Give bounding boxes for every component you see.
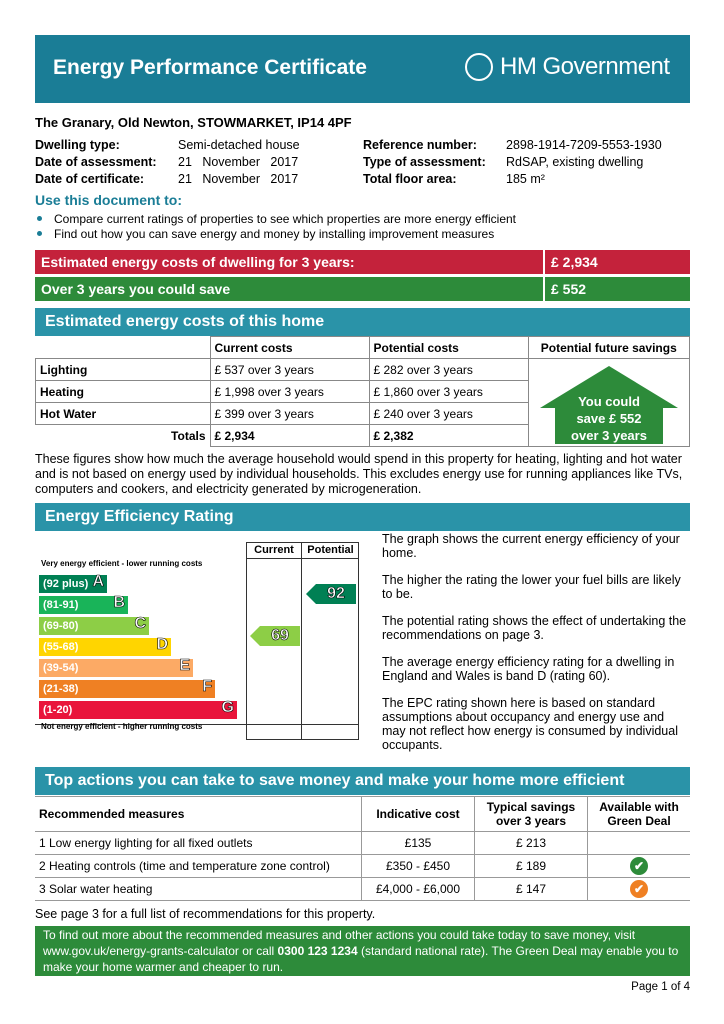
certificate-date-value: 21 November 2017 xyxy=(178,172,299,186)
efficiency-section-title: Energy Efficiency Rating xyxy=(35,503,690,531)
rating-band-c: (69-80) C xyxy=(39,617,149,635)
crest-icon xyxy=(465,53,493,81)
phone-number[interactable]: 0300 123 1234 xyxy=(277,944,358,958)
save-bar-label: Over 3 years you could save xyxy=(35,277,543,301)
rating-band-g: (1-20) G xyxy=(39,701,237,719)
use-item: Compare current ratings of properties to see which properties are more energy efficient xyxy=(37,212,516,226)
table-row: 2 Heating controls (time and temperature zone control) £350 - £450 £ 189 ✔ xyxy=(35,855,690,878)
costs-section-title: Estimated energy costs of this home xyxy=(35,308,690,336)
bullet-icon xyxy=(37,216,42,221)
reference-value: 2898-1914-7209-5553-1930 xyxy=(506,138,662,152)
potential-header: Potential xyxy=(307,544,354,556)
actions-section-title: Top actions you can take to save money and make your home more efficient xyxy=(35,767,690,795)
hm-government-logo: HM Government xyxy=(500,53,670,80)
dwelling-type-label: Dwelling type: xyxy=(35,138,120,152)
page-title: Energy Performance Certificate xyxy=(53,56,367,79)
page-number: Page 1 of 4 xyxy=(631,981,690,993)
col-potential: Potential costs xyxy=(369,337,528,359)
reference-label: Reference number: xyxy=(363,138,477,152)
costs-bar-label: Estimated energy costs of dwelling for 3 years: xyxy=(35,250,543,274)
current-rating-value: 69 xyxy=(271,627,289,644)
totals-row: Totals £ 2,934 £ 2,382 xyxy=(36,425,690,447)
assessment-type-label: Type of assessment: xyxy=(363,155,486,169)
potential-rating-value: 92 xyxy=(327,585,345,602)
rating-band-f: (21-38) F xyxy=(39,680,215,698)
assessment-date-label: Date of assessment: xyxy=(35,155,157,169)
table-row: Heating £ 1,998 over 3 years £ 1,860 over 3 years xyxy=(36,381,690,403)
assessment-type-value: RdSAP, existing dwelling xyxy=(506,155,644,169)
rating-band-e: (39-54) E xyxy=(39,659,193,677)
bullet-icon xyxy=(37,231,42,236)
table-row: Lighting £ 537 over 3 years £ 282 over 3 years xyxy=(36,359,690,381)
actions-table: Recommended measures Indicative cost Typical savings over 3 years Available with Green Deal 1 Low energy lighting for all fixed outlets £135 £ 213 2 Heating controls (time and temperature zone control) £350 - £450 £ 189 ✔ 3 Solar water heating £4,000 - £6,000 £ 147 ✔ xyxy=(35,796,690,901)
header-banner xyxy=(35,35,690,103)
costs-bar-value: £ 2,934 xyxy=(545,250,690,274)
rating-band-b: (81-91) B xyxy=(39,596,128,614)
footer-info: To find out more about the recommended measures and other actions you could take today to save money, visit www.gov.uk/energy-grants-calculator or call 0300 123 1234 (standard national rate). The Green Deal may enable you to make your home warmer and cheaper to run. xyxy=(35,926,690,976)
assessment-date-value: 21 November 2017 xyxy=(178,155,299,169)
table-row: Hot Water £ 399 over 3 years £ 240 over 3 years xyxy=(36,403,690,425)
property-address: The Granary, Old Newton, STOWMARKET, IP14 4PF xyxy=(35,115,352,130)
dwelling-type-value: Semi-detached house xyxy=(178,138,300,152)
floor-area-value: 185 m² xyxy=(506,172,545,186)
efficiency-text: The graph shows the current energy efficiency of your home. The higher the rating the lower your fuel bills are likely to be. The potential rating shows the effect of undertaking the recommendations on page 3. The average energy efficiency rating for a dwelling in England and Wales is band D (rating 60). The EPC rating shown here is based on standard assumptions about occupancy and energy use and may not reflect how energy is consumed by individual occupants. xyxy=(382,532,687,752)
not-efficient-label: Not energy efficient - higher running costs xyxy=(41,722,203,731)
use-title: Use this document to: xyxy=(35,192,183,208)
rating-band-a: (92 plus) A xyxy=(39,575,107,593)
col-current: Current costs xyxy=(210,337,369,359)
rating-graph xyxy=(35,542,360,740)
current-header: Current xyxy=(254,544,294,556)
potential-column xyxy=(302,542,359,740)
table-row: 1 Low energy lighting for all fixed outlets £135 £ 213 xyxy=(35,832,690,855)
rating-band-d: (55-68) D xyxy=(39,638,171,656)
table-row: 3 Solar water heating £4,000 - £6,000 £ 147 ✔ xyxy=(35,878,690,901)
green-deal-check-icon: ✔ xyxy=(630,880,648,898)
very-efficient-label: Very energy efficient - lower running costs xyxy=(41,559,203,568)
save-bar-value: £ 552 xyxy=(545,277,690,301)
green-deal-check-icon: ✔ xyxy=(630,857,648,875)
use-item: Find out how you can save energy and money by installing improvement measures xyxy=(37,227,494,241)
floor-area-label: Total floor area: xyxy=(363,172,457,186)
costs-note: These figures show how much the average household would spend in this property for heating, lighting and hot water and is not based on energy used by individual households. This excludes energy use for running appliances like TVs, computers and cookers, and electricity generated by microgeneration. xyxy=(35,452,683,496)
col-savings: Potential future savings xyxy=(528,337,690,359)
see-page-note: See page 3 for a full list of recommendations for this property. xyxy=(35,907,376,921)
certificate-date-label: Date of certificate: xyxy=(35,172,145,186)
savings-house-text: You could save £ 552 over 3 years xyxy=(571,394,647,443)
